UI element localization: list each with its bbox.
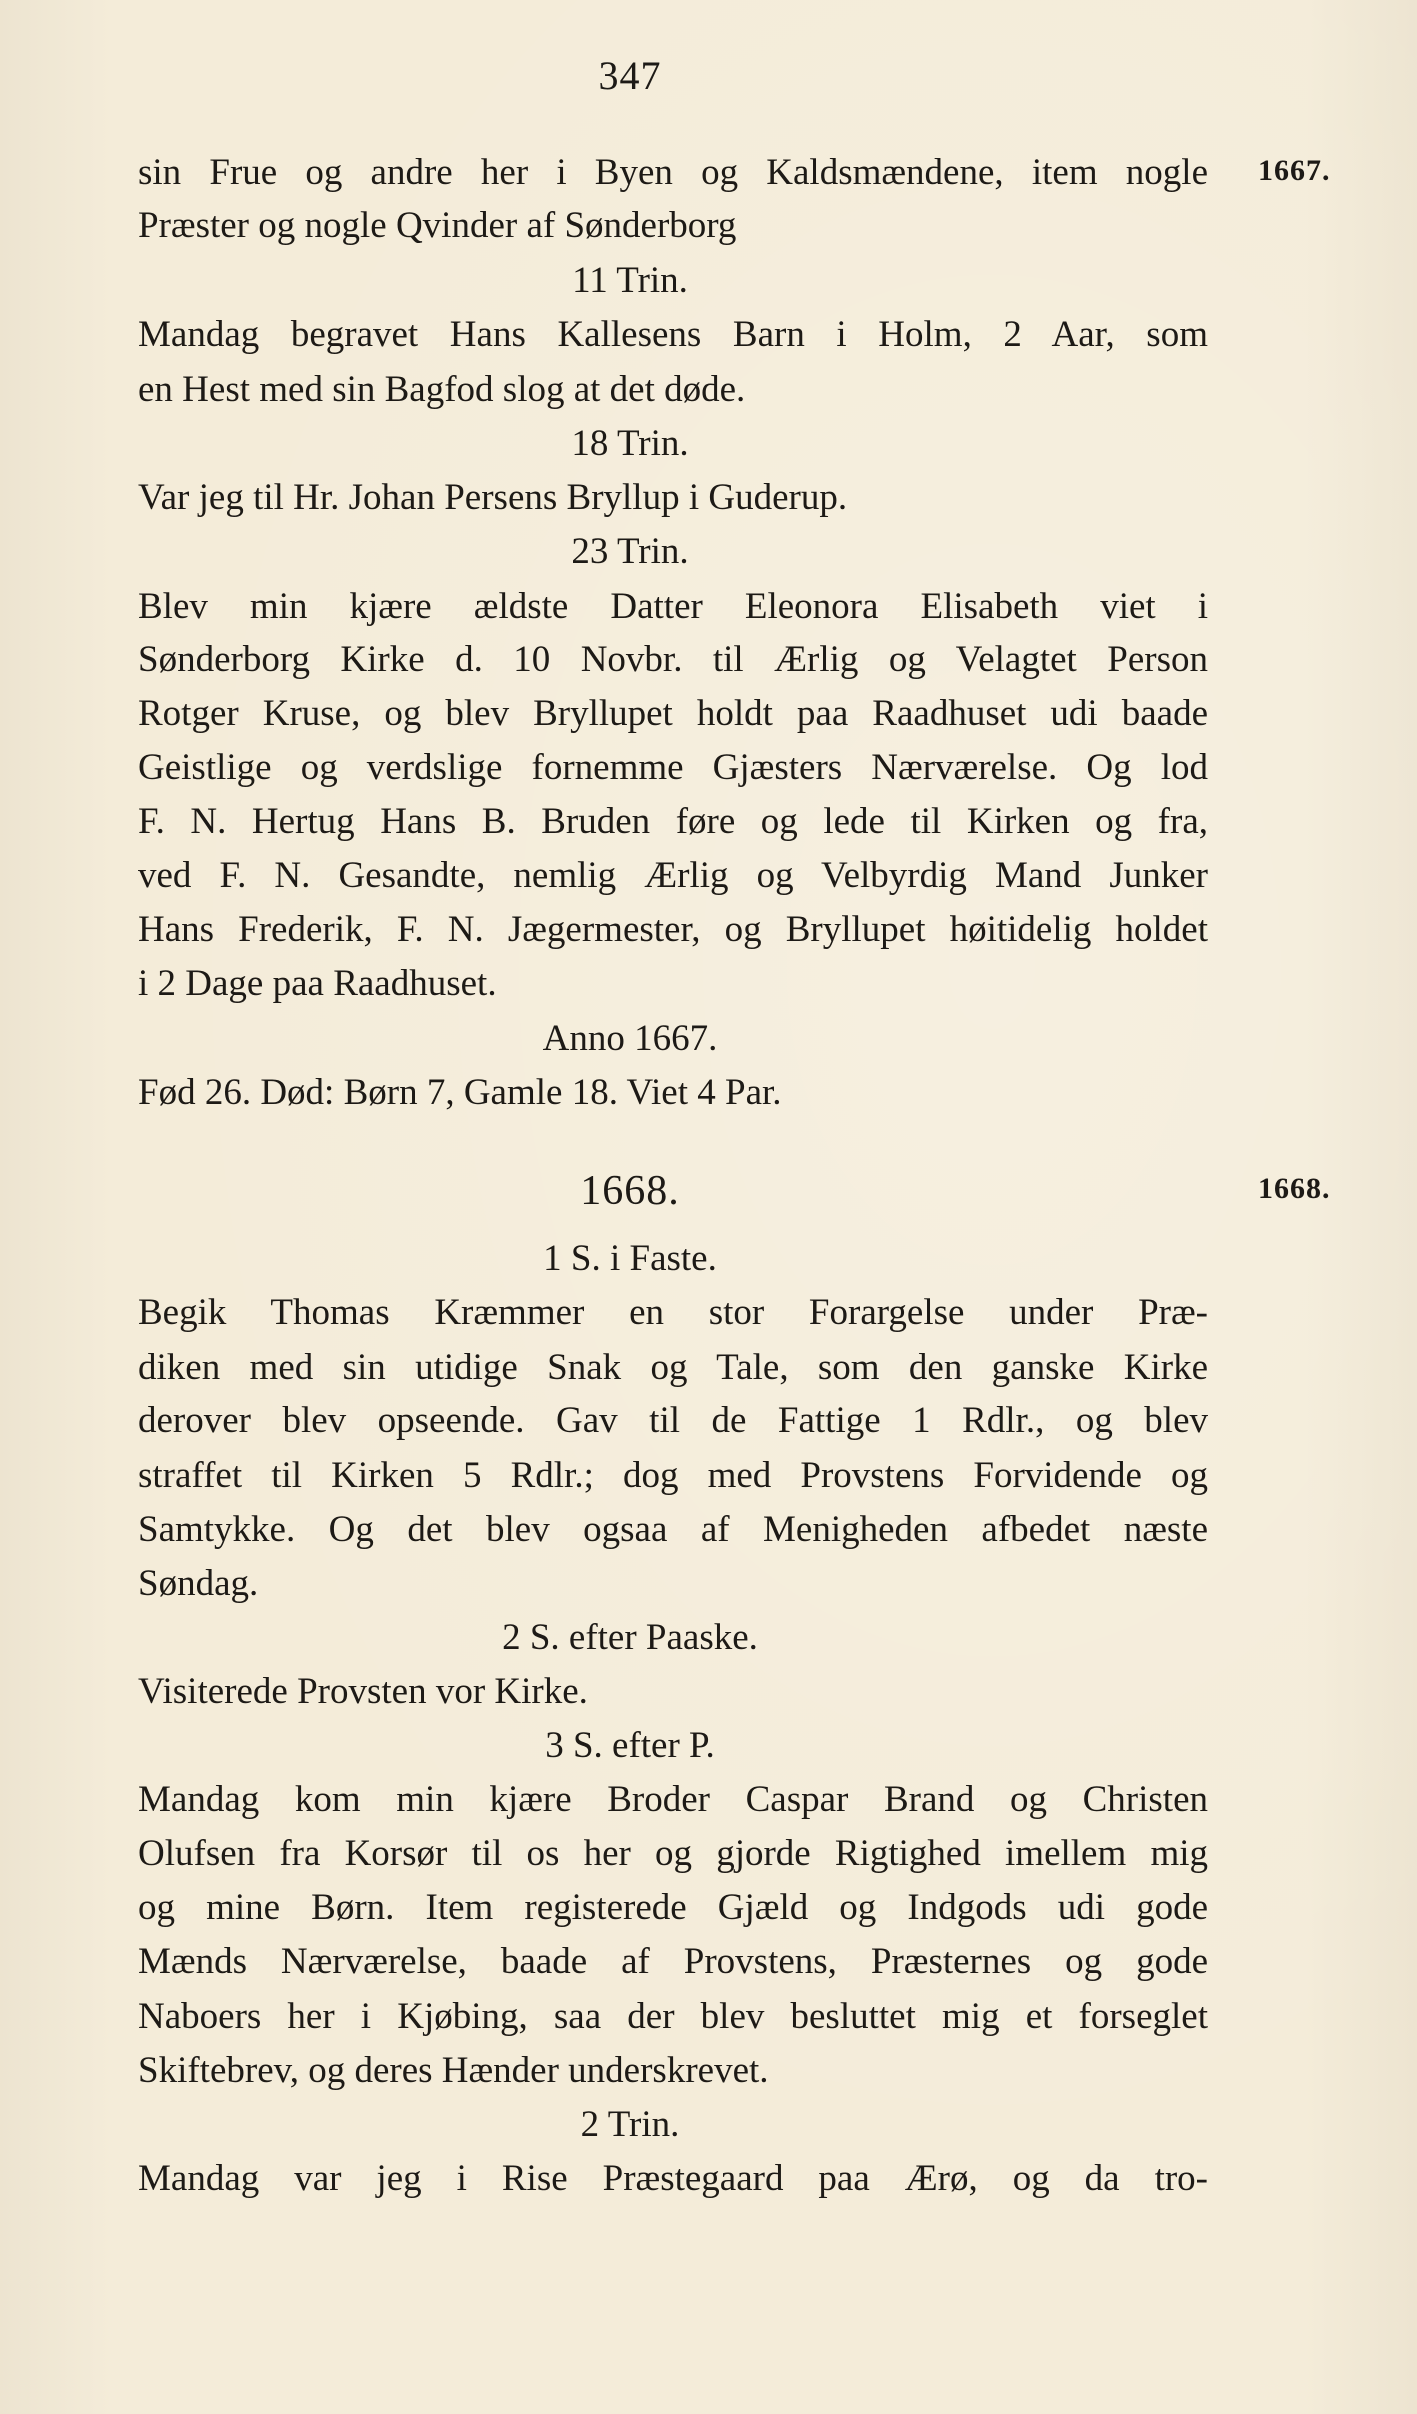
text-line: Visiterede Provsten vor Kirke.	[138, 1671, 588, 1712]
text-line: Mandag var jeg i Rise Præstegaard paa Ærø, og da tro-	[138, 2158, 1208, 2199]
text-line: i 2 Dage paa Raadhuset.	[138, 963, 497, 1004]
text-line: Hans Frederik, F. N. Jægermester, og Bryllupet høitidelig holdet	[138, 909, 1208, 950]
text-line: Mænds Nærværelse, baade af Provstens, Præsternes og gode	[138, 1941, 1208, 1982]
text-line: Fød 26. Død: Børn 7, Gamle 18. Viet 4 Par.	[138, 1072, 782, 1113]
text-line: F. N. Hertug Hans B. Bruden føre og lede til Kirken og fra,	[138, 801, 1208, 842]
section-heading: 23 Trin.	[571, 531, 689, 572]
text-line: straffet til Kirken 5 Rdlr.; dog med Provstens Forvidende og	[138, 1455, 1208, 1496]
section-heading: Anno 1667.	[542, 1018, 718, 1059]
text-line: sin Frue og andre her i Byen og Kaldsmændene, item nogle	[138, 152, 1208, 193]
section-heading: 1 S. i Faste.	[543, 1238, 717, 1279]
section-heading: 2 S. efter Paaske.	[502, 1617, 758, 1658]
text-line: Mandag kom min kjære Broder Caspar Brand og Christen	[138, 1779, 1208, 1820]
section-heading: 18 Trin.	[571, 423, 689, 464]
text-line: Skiftebrev, og deres Hænder underskrevet.	[138, 2050, 769, 2091]
year-heading: 1668.	[580, 1168, 680, 1214]
text-line: Mandag begravet Hans Kallesens Barn i Holm, 2 Aar, som	[138, 314, 1208, 355]
text-line: Præster og nogle Qvinder af Sønderborg	[138, 205, 737, 246]
margin-year-1667: 1667.	[1258, 154, 1331, 187]
text-line: Blev min kjære ældste Datter Eleonora Elisabeth viet i	[138, 586, 1208, 627]
text-line: Naboers her i Kjøbing, saa der blev besluttet mig et forseglet	[138, 1996, 1208, 2037]
text-line: en Hest med sin Bagfod slog at det døde.	[138, 369, 746, 410]
text-line: diken med sin utidige Snak og Tale, som den ganske Kirke	[138, 1347, 1208, 1388]
text-line: Olufsen fra Korsør til os her og gjorde Rigtighed imellem mig	[138, 1833, 1208, 1874]
text-line: Samtykke. Og det blev ogsaa af Menigheden afbedet næste	[138, 1509, 1208, 1550]
text-line: og mine Børn. Item registerede Gjæld og Indgods udi gode	[138, 1887, 1208, 1928]
text-line: Søndag.	[138, 1563, 259, 1604]
page-number: 347	[598, 53, 662, 98]
text-line: derover blev opseende. Gav til de Fattige 1 Rdlr., og blev	[138, 1400, 1208, 1441]
text-line: Geistlige og verdslige fornemme Gjæsters Nærværelse. Og lod	[138, 747, 1208, 788]
text-line: Sønderborg Kirke d. 10 Novbr. til Ærlig og Velagtet Person	[138, 639, 1208, 680]
text-line: ved F. N. Gesandte, nemlig Ærlig og Velbyrdig Mand Junker	[138, 855, 1208, 896]
section-heading: 2 Trin.	[580, 2104, 680, 2145]
text-line: Begik Thomas Kræmmer en stor Forargelse under Præ-	[138, 1292, 1208, 1333]
text-line: Var jeg til Hr. Johan Persens Bryllup i Guderup.	[138, 477, 848, 518]
section-heading: 3 S. efter P.	[545, 1725, 715, 1766]
text-line: Rotger Kruse, og blev Bryllupet holdt paa Raadhuset udi baade	[138, 693, 1208, 734]
margin-year-1668: 1668.	[1258, 1172, 1331, 1205]
section-heading: 11 Trin.	[572, 260, 688, 301]
